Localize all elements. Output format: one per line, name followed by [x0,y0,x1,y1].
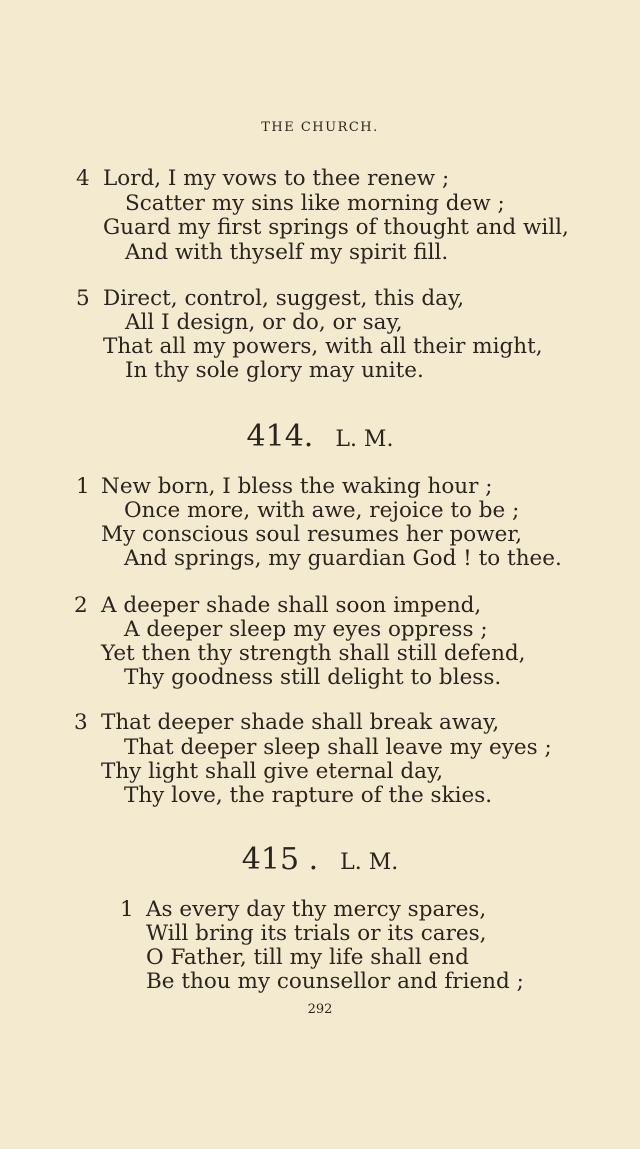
verse-line: O Father, till my life shall end [146,945,469,970]
verse-line: That deeper sleep shall leave my eyes ; [124,735,552,760]
verse-line: That all my powers, with all their might, [103,334,543,359]
verse-line: My conscious soul resumes her power, [101,522,523,547]
page-number: 292 [307,1002,333,1017]
verse-line: And springs, my guardian God ! to thee. [124,546,562,571]
verse-number: 1 [120,897,134,922]
verse-line: New born, I bless the waking hour ; [101,474,493,499]
hymn-meter: L. M. [340,850,399,875]
verse-line: All I design, or do, or say, [125,310,403,335]
hymn-415-title [0,842,640,878]
verse-line: Guard my first springs of thought and will, [103,215,569,240]
verse-line: Will bring its trials or its cares, [146,921,487,946]
verse-line: Yet then thy strength shall still defend, [101,641,526,666]
verse-number: 4 [76,166,90,191]
verse-line: Thy goodness still delight to bless. [124,665,502,690]
verse-line: As every day thy mercy spares, [146,897,487,922]
verse-line: Lord, I my vows to thee renew ; [103,166,450,191]
verse-line: Be thou my counsellor and friend ; [146,969,524,994]
verse-line: Once more, with awe, rejoice to be ; [124,498,520,523]
verse-line: A deeper sleep my eyes oppress ; [124,617,488,642]
hymn-number: 415 . [241,842,319,877]
verse-line: Thy love, the rapture of the skies. [124,783,493,808]
verse-number: 3 [74,710,88,735]
verse-line: Scatter my sins like morning dew ; [125,191,505,216]
verse-line: A deeper shade shall soon impend, [101,593,482,618]
hymn-number: 414. [246,419,314,454]
verse-number: 2 [74,593,88,618]
hymn-414-title [0,419,640,455]
verse-line: That deeper shade shall break away, [101,710,500,735]
verse-number: 5 [76,286,90,311]
verse-line: And with thyself my spirit fill. [125,240,449,265]
verse-line: In thy sole glory may unite. [125,358,424,383]
hymn-meter: L. M. [335,427,394,452]
running-header: THE CHURCH. [261,120,379,135]
verse-line: Thy light shall give eternal day, [101,759,444,784]
verse-number: 1 [76,474,90,499]
verse-line: Direct, control, suggest, this day, [103,286,465,311]
